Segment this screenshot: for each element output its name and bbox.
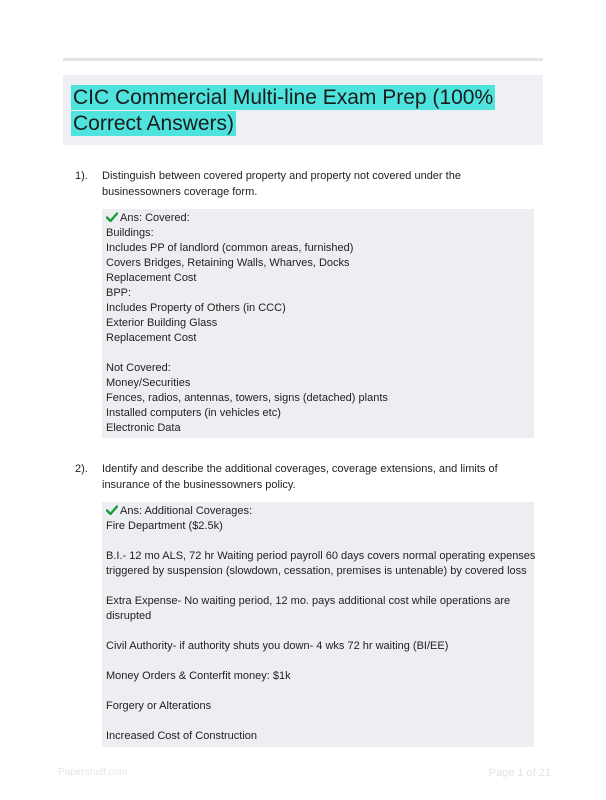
answer-line: Replacement Cost (106, 272, 197, 284)
answer-line: Extra Expense- No waiting period, 12 mo. pays additional cost while operations are (106, 595, 511, 607)
footer-page-number: Page 1 of 21 (488, 767, 551, 779)
answer-line: Fences, radios, antennas, towers, signs (detached) plants (106, 392, 388, 404)
answer-line: Increased Cost of Construction (106, 730, 258, 742)
answer-box-1 (102, 209, 534, 438)
check-icon (106, 212, 118, 222)
answer-line: Covers Bridges, Retaining Walls, Wharves, Docks (106, 257, 350, 269)
answer-heading-text: Ans: Covered: (120, 212, 190, 224)
answer-heading (106, 211, 530, 226)
answer-line: disrupted (106, 610, 152, 622)
answer-line: Money/Securities (106, 377, 191, 389)
answer-line (106, 654, 530, 669)
answer-heading (106, 504, 530, 519)
answer-line (106, 346, 530, 361)
question-text: Distinguish between covered property and property not covered under the businessowners coverage form. (102, 170, 461, 198)
answer-line: Includes PP of landlord (common areas, furnished) (106, 242, 354, 254)
answer-line: triggered by suspension (slowdown, cessation, premises is untenable) by covered loss (106, 565, 527, 577)
question-text: Identify and describe the additional coverages, coverage extensions, and limits of insurance of the businessowners policy. (102, 463, 498, 491)
answer-line (106, 714, 530, 729)
answer-line: Includes Property of Others (in CCC) (106, 302, 286, 314)
check-icon (106, 505, 118, 515)
answer-line (106, 684, 530, 699)
question-number: 2). (75, 463, 88, 475)
page-title: CIC Commercial Multi-line Exam Prep (100% Correct Answers) (73, 86, 494, 135)
answer-line: Installed computers (in vehicles etc) (106, 407, 281, 419)
answer-line: Exterior Building Glass (106, 317, 218, 329)
question-number: 1). (75, 170, 88, 182)
answer-line: Civil Authority- if authority shuts you down- 4 wks 72 hr waiting (BI/EE) (106, 640, 449, 652)
answer-heading-text: Ans: Additional Coverages: (120, 505, 253, 517)
answer-line: Money Orders & Conterfit money: $1k (106, 670, 291, 682)
answer-box-2 (102, 502, 534, 747)
footer-site[interactable]: Papershelf.com (58, 767, 128, 778)
answer-line (106, 534, 530, 549)
answer-line: BPP: (106, 287, 132, 299)
answer-line: Replacement Cost (106, 332, 197, 344)
answer-line: Buildings: (106, 227, 154, 239)
answer-line: Electronic Data (106, 422, 181, 434)
answer-line: Not Covered: (106, 362, 171, 374)
answer-line (106, 624, 530, 639)
answer-line: Fire Department ($2.5k) (106, 520, 223, 532)
top-divider (63, 58, 543, 61)
answer-line: Forgery or Alterations (106, 700, 212, 712)
answer-line: B.I.- 12 mo ALS, 72 hr Waiting period payroll 60 days covers normal operating expenses (106, 550, 536, 562)
answer-line (106, 579, 530, 594)
